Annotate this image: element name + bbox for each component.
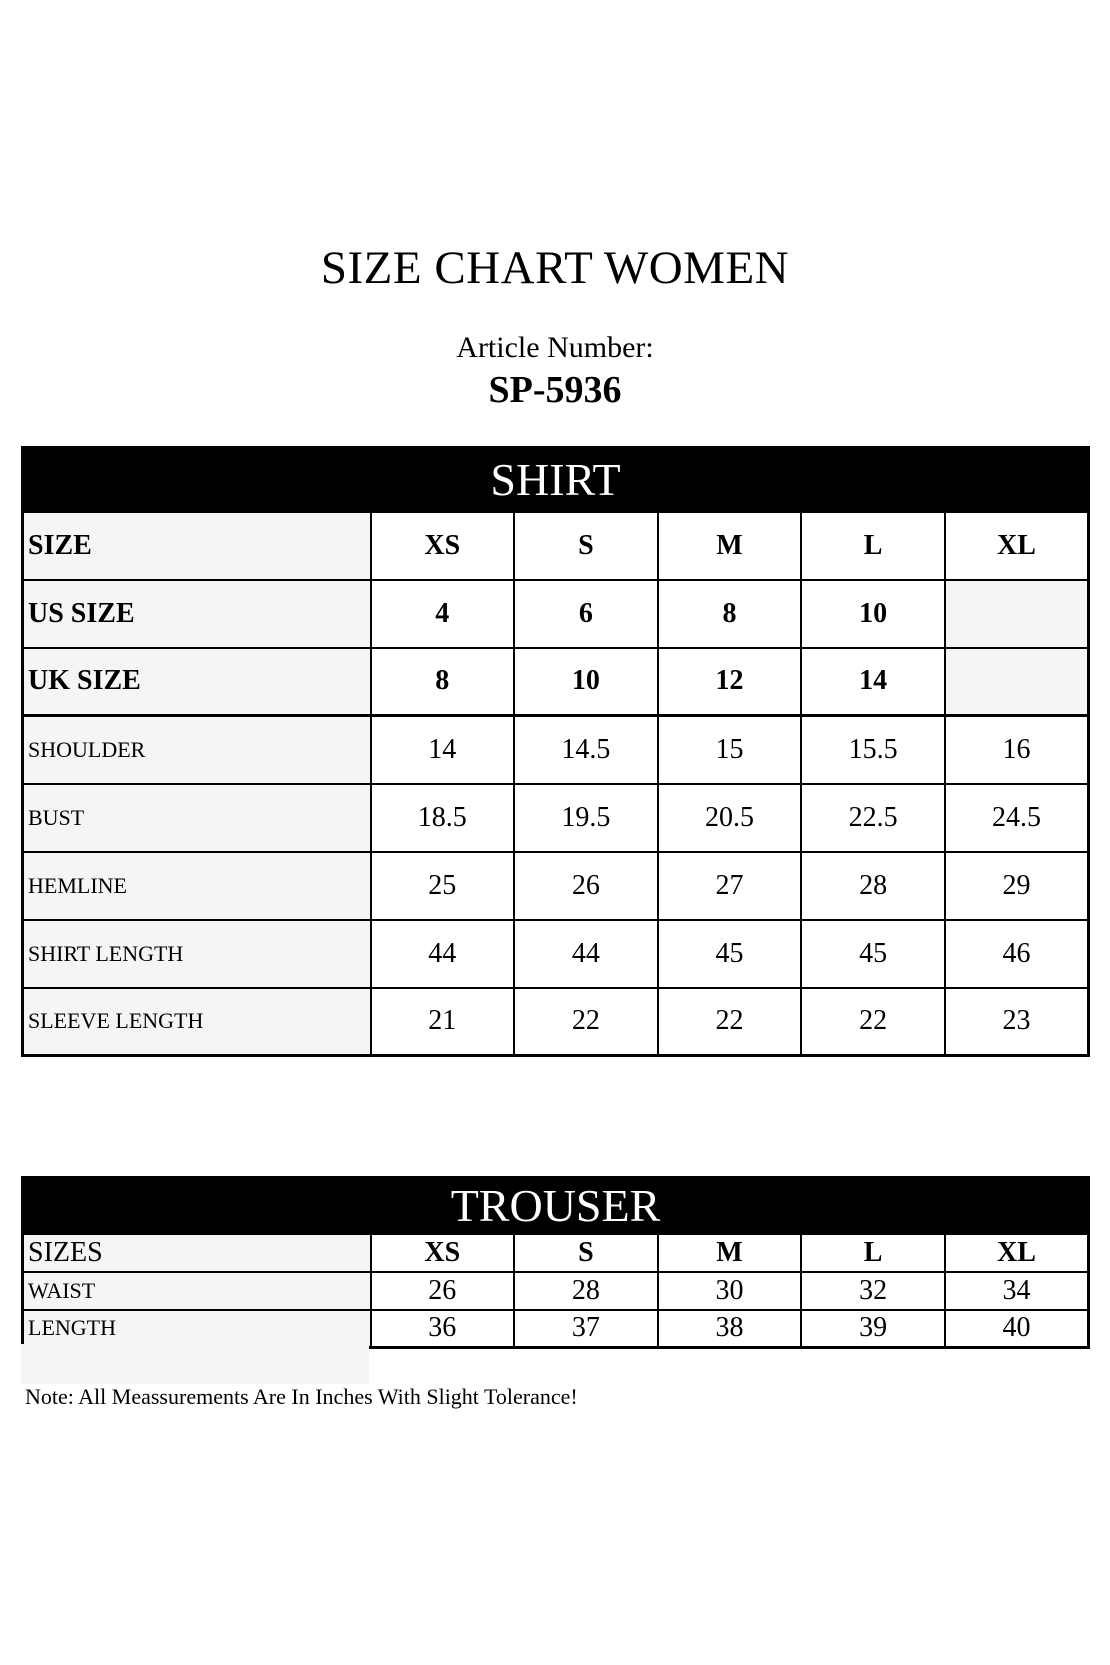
uk-size-cell: 14 <box>801 648 945 716</box>
measurement-note: Note: All Meassurements Are In Inches With Slight Tolerance! <box>25 1384 578 1409</box>
sizes-row-label: SIZES <box>23 1234 371 1272</box>
label-column-shade <box>21 1344 369 1384</box>
measurement-cell: 46 <box>945 920 1089 988</box>
size-cell: L <box>801 1234 945 1272</box>
page-title: SIZE CHART WOMEN <box>320 242 790 294</box>
size-cell: XL <box>945 512 1089 580</box>
article-number: SP-5936 <box>488 369 622 411</box>
measurement-cell: 24.5 <box>945 784 1089 852</box>
us-size-label: US SIZE <box>23 580 371 648</box>
measurement-label: BUST <box>23 784 371 852</box>
trouser-heading: TROUSER <box>23 1178 1089 1234</box>
size-row-label: SIZE <box>23 512 371 580</box>
measurement-label: SHOULDER <box>23 716 371 784</box>
measurement-cell: 22 <box>801 988 945 1056</box>
trouser-size-table <box>21 1176 1090 1349</box>
article-number-label: Article Number: <box>456 331 654 364</box>
measurement-cell: 21 <box>371 988 515 1056</box>
size-cell: XS <box>371 1234 515 1272</box>
size-cell: S <box>514 1234 658 1272</box>
measurement-label: HEMLINE <box>23 852 371 920</box>
shirt-size-table <box>21 446 1090 1057</box>
us-size-cell: 6 <box>514 580 658 648</box>
size-cell: M <box>658 512 802 580</box>
uk-size-cell: 8 <box>371 648 515 716</box>
measurement-cell: 26 <box>514 852 658 920</box>
shirt-heading: SHIRT <box>23 448 1089 512</box>
measurement-label: SLEEVE LENGTH <box>23 988 371 1056</box>
uk-size-cell: 10 <box>514 648 658 716</box>
measurement-cell: 15 <box>658 716 802 784</box>
measurement-label: LENGTH <box>23 1310 371 1348</box>
measurement-cell: 44 <box>514 920 658 988</box>
size-cell: M <box>658 1234 802 1272</box>
measurement-cell: 30 <box>658 1272 802 1310</box>
measurement-cell: 20.5 <box>658 784 802 852</box>
measurement-cell: 45 <box>658 920 802 988</box>
measurement-cell: 28 <box>801 852 945 920</box>
measurement-cell: 29 <box>945 852 1089 920</box>
measurement-cell: 25 <box>371 852 515 920</box>
measurement-cell: 22.5 <box>801 784 945 852</box>
size-cell: XL <box>945 1234 1089 1272</box>
size-cell: XS <box>371 512 515 580</box>
measurement-cell: 38 <box>658 1310 802 1348</box>
measurement-cell: 32 <box>801 1272 945 1310</box>
measurement-cell: 18.5 <box>371 784 515 852</box>
measurement-cell: 26 <box>371 1272 515 1310</box>
measurement-cell: 23 <box>945 988 1089 1056</box>
us-size-cell: 8 <box>658 580 802 648</box>
uk-size-label: UK SIZE <box>23 648 371 716</box>
measurement-cell: 14.5 <box>514 716 658 784</box>
measurement-cell: 45 <box>801 920 945 988</box>
size-cell: L <box>801 512 945 580</box>
uk-size-cell <box>945 648 1089 716</box>
measurement-cell: 15.5 <box>801 716 945 784</box>
measurement-cell: 37 <box>514 1310 658 1348</box>
us-size-cell: 10 <box>801 580 945 648</box>
measurement-cell: 36 <box>371 1310 515 1348</box>
measurement-cell: 16 <box>945 716 1089 784</box>
us-size-cell <box>945 580 1089 648</box>
measurement-cell: 34 <box>945 1272 1089 1310</box>
us-size-cell: 4 <box>371 580 515 648</box>
measurement-cell: 14 <box>371 716 515 784</box>
measurement-cell: 44 <box>371 920 515 988</box>
measurement-cell: 22 <box>514 988 658 1056</box>
measurement-cell: 19.5 <box>514 784 658 852</box>
measurement-label: WAIST <box>23 1272 371 1310</box>
measurement-cell: 22 <box>658 988 802 1056</box>
measurement-cell: 28 <box>514 1272 658 1310</box>
measurement-label: SHIRT LENGTH <box>23 920 371 988</box>
measurement-cell: 39 <box>801 1310 945 1348</box>
size-cell: S <box>514 512 658 580</box>
measurement-cell: 27 <box>658 852 802 920</box>
uk-size-cell: 12 <box>658 648 802 716</box>
measurement-cell: 40 <box>945 1310 1089 1348</box>
